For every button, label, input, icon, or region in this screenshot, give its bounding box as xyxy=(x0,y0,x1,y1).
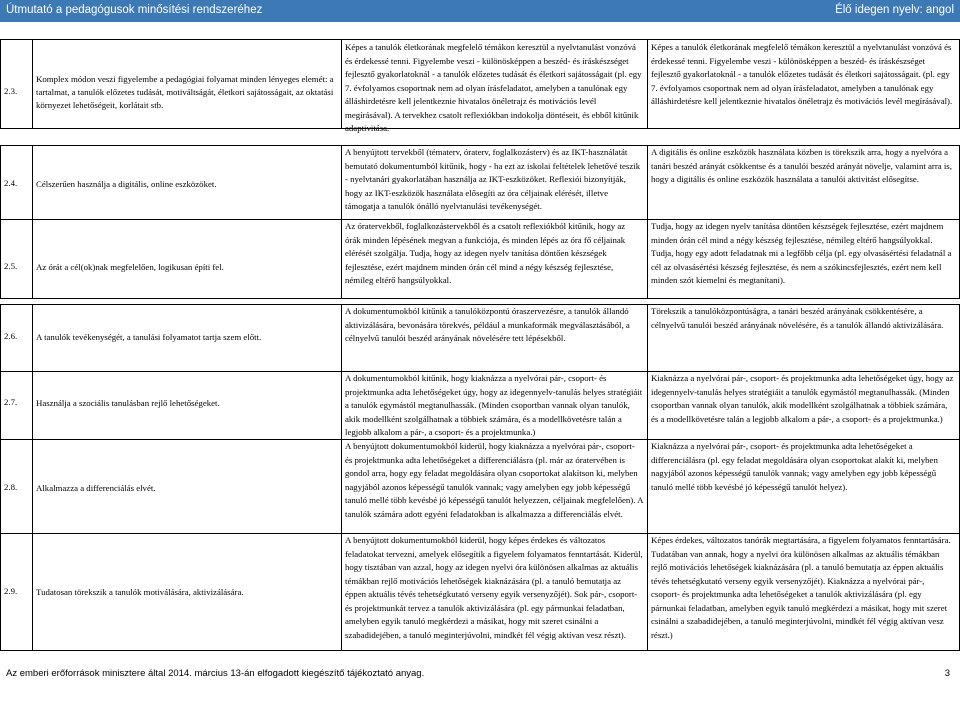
evidence-text: Képes a tanulók életkorának megfelelő témákon keresztül a nyelvtanulást vonzóvá és érdekessé tenni. Figyelembe veszi - különösképpen a beszéd- és íráskészséget fejlesztő gyakorlatoknál - a tanulók előzetes tudását és életkori sajátosságait (pl. egy 7. évfolyamos csoportnak nem ad olyan írásfeladatot, amelyben a tanulónak egy álláshirdetésre kell jelentkeznie hivatalos önéletrajz és motivációs levél megírásával). A tervekhez csatolt reflexiókban indokolja döntéseit, és ebből kitűnik adaptivitása. xyxy=(345,42,642,133)
evidence-text: A benyújtott tervekből (tématerv, óraterv, foglalkozásterv) és az IKT-használatát bemutató dokumentumból kitűnik, hogy - ha ezt az iskolai feltételek lehetővé teszik - nyelvtanári gyakorlatában használja az IKT-eszközöket. Reflexiói bizonyítják, hogy az IKT-eszközök használata elősegíti az óra céljainak elérését, illetve támogatja a tanulók önálló nyelvtanulási tevékenységét. xyxy=(345,147,641,211)
col-border xyxy=(32,304,33,650)
expectation-text: Kiaknázza a nyelvórai pár-, csoport- és projektmunka adta lehetőségeket úgy, hogy az idegennyelv-tanulás helyes stratégiáit a tanulók egymástól megtanulhassák. (Minden csoportban vannak olyan tanulók, akik modellként szolgálhatnak a többiek számára, és a modellkövetésre talán a legjobb alkalom a pár-, a csoport- és a projektmunka.) xyxy=(651,373,954,424)
page-number: 3 xyxy=(944,668,950,679)
row-number: 2.5. xyxy=(4,261,18,271)
evidence-text: Az óratervekből, foglalkozástervekből és a csatolt reflexiókból kitűnik, hogy az órák minden lépésének megvan a funkciója, és minden lépés az óra fő céljainak elérését szolgálja. Tudja, hogy az idegen nyelv tanítása döntően készségek fejlesztése, ezért majdnem minden órán cél mind a négy készség fejlesztése, némileg eltérő hangsúlyokkal. xyxy=(345,221,626,285)
col-border xyxy=(0,304,1,650)
expectation-text: Képes a tanulók életkorának megfelelő témákon keresztül a nyelvtanulást vonzóvá és érdekessé tenni. Figyelembe veszi - különösképpen a beszéd- és íráskészséget fejlesztő gyakorlatoknál - a tanulók előzetes tudását és életkori sajátosságait. (pl. egy 7. évfolyamos csoportnak nem ad olyan írásfeladatot, amelyben a tanulónak egy álláshirdetésre kell jelentkeznie hivatalos önéletrajz és motivációs levél megírásával). xyxy=(651,42,953,106)
col-border xyxy=(341,304,342,650)
expectation-text: Kiaknázza a nyelvórai pár-, csoport- és projektmunka adta lehetőségeket a differenciálásra (pl. egy feladat megoldására olyan csoportokat alakít ki, melyben nagyjából azonos képességű tanulók vannak; vagy amelyben egy jobb képességű tanuló mellé több kevésbé jó képességű tanulót helyez). xyxy=(651,441,938,492)
row-number: 2.6. xyxy=(4,331,18,341)
col-border xyxy=(0,39,1,128)
row-number: 2.7. xyxy=(4,397,18,407)
document-subject: Élő idegen nyelv: angol xyxy=(835,4,954,16)
col-border xyxy=(647,145,648,298)
col-border xyxy=(647,304,648,650)
expectation-text: A digitális és online eszközök használata közben is törekszik arra, hogy a nyelvóra a tanári beszéd arányát csökkentse és a tanulói beszéd arányát növelje, valamint arra is, hogy a digitális és online eszközök használata a tanulói aktivitást elősegítse. xyxy=(651,147,952,184)
row-number: 2.3. xyxy=(4,86,18,96)
expectation-text: Képes érdekes, változatos tanórák megtartására, a figyelem folyamatos fenntartására. Tudatában van annak, hogy a nyelvi óra különösen alkalmas az aktuális témákban rejlő motivációs lehetőségek kiaknázására (pl. a tanuló bemutatja az éppen aktuális tévés tehetségkutató verseny egyik versenyzőjét). Kiaknázza a nyelvórai pár-, csoport- és projektmunka adta lehetőségeket a tanulók aktivizálására (pl. egy párnunkai feladatban, amelyben egyik tanuló megkérdezi a másikat, hogy mit szeret csinálni a szabadidejében, a tanuló meginterjúvolni, mindkét fél végig aktívan vesz részt.) xyxy=(651,535,951,640)
evidence-text: A benyújtott dokumentumokból kiderül, hogy kiaknázza a nyelvórai pár-, csoport- és projektmunka adta lehetőségeket a differenciálásra (pl. már az óratervében is gondol arra, hogy egy feladat megoldására olyan csoportokat alakítson ki, melyben nagyjából azonos képességű tanulók vannak; vagy amelyben egy jobb képességű tanuló mellé több kevésbé jó képességű tanulót helyezzen, céljainak megfelelően). A tanulók számára adott egyéni feladatokban is alkalmazza a differenciálás elvét. xyxy=(345,441,644,519)
criterion-label: Alkalmazza a differenciálás elvét. xyxy=(36,483,156,493)
criterion-label: A tanulók tevékenységét, a tanulási folyamatot tartja szem előtt. xyxy=(36,332,262,342)
row-number: 2.4. xyxy=(4,178,18,188)
footer-note: Az emberi erőforrások minisztere által 2014. március 13-án elfogadott kiegészítő tájékoztató anyag. xyxy=(6,668,425,679)
col-border xyxy=(32,145,33,298)
col-border xyxy=(647,39,648,128)
col-border xyxy=(341,39,342,128)
row-border xyxy=(0,298,960,299)
expectation-text: Tudja, hogy az idegen nyelv tanítása döntően készségek fejlesztése, ezért majdnem minden órán cél mind a négy készség fejlesztése, némileg eltérő hangsúlyokkal. Tudja, hogy egy adott feladatnak mi a legfőbb célja (pl. egy olvasásértési feladatnál a cél az olvasásértési készség fejlesztése, és nem a szókincsfejlesztés, ezért nem kell minden szót kiemelni és megtanítani). xyxy=(651,221,952,285)
evidence-text: A dokumentumokból kitűnik a tanulóközpontú óraszervezésre, a tanulók állandó aktivizálására, bevonására törekvés, például a munkaformák megválasztásából, a célnyelvű tanulói beszéd arányának növelésére tett lépésekből. xyxy=(345,306,630,343)
row-border xyxy=(0,39,960,40)
row-number: 2.9. xyxy=(4,586,18,596)
col-border xyxy=(32,39,33,128)
row-border xyxy=(0,650,960,651)
col-border xyxy=(341,145,342,298)
evidence-text: A dokumentumokból kitűnik, hogy kiaknázza a nyelvórai pár-, csoport- és projektmunka adta lehetőségeket úgy, hogy az idegennyelv-tanulás helyes stratégiáit a tanulók egymástól megtanulhassák. (Minden csoportban vannak olyan tanulók, akik modellként szolgálhatnak a többiek számára, és a modellkövetésre talán a legjobb alkalom a pár-, a csoport- és a projektmunka.) xyxy=(345,373,643,437)
expectation-text: Törekszik a tanulóközpontúságra, a tanári beszéd arányának csökkentésére, a célnyelvű tanulói beszéd arányának növelésére, és a tanulók állandó aktivizálására. xyxy=(651,306,944,330)
criterion-label: Az órát a cél(ok)nak megfelelően, logikusan építi fel. xyxy=(36,262,224,272)
row-number: 2.8. xyxy=(4,482,18,492)
evidence-text: A benyújtott dokumentumokból kiderül, hogy képes érdekes és változatos feladatokat tervezni, amelyek elősegítik a figyelem folyamatos fenntartását. Kiderül, hogy tisztában van azzal, hogy az idegen nyelvi óra különösen alkalmas az aktuális témákban rejlő motivációs lehetőségek kiaknázására (pl. a tanuló bemutatja az éppen aktuális tévés tehetségkutató verseny egyik versenyzőjét). Sok pár-, csoport- és projektmunkát tervez a tanulók aktivizálására (pl. egy pármunkai feladatban, amelyben egyik tanuló megkérdezi a másikat, hogy mit szeret csinálni a szabadidejében, a tanuló meginterjúvolni, mindkét fél végig aktívan vesz részt). xyxy=(345,535,643,640)
criterion-label: Komplex módon veszi figyelembe a pedagógiai folyamat minden lényeges elemét: a tartalmat, a tanulók előzetes tudását, motiváltságát, életkori sajátosságait, az oktatási környezet lehetőségeit, korlátait stb. xyxy=(36,74,334,110)
criterion-label: Használja a szociális tanulásban rejlő lehetőségeket. xyxy=(36,398,220,408)
criterion-label: Célszerűen használja a digitális, online eszközöket. xyxy=(36,179,217,189)
document-title: Útmutató a pedagógusok minősítési rendszeréhez xyxy=(6,4,263,16)
col-border xyxy=(0,145,1,298)
criterion-label: Tudatosan törekszik a tanulók motiválására, aktivizálására. xyxy=(36,587,244,597)
